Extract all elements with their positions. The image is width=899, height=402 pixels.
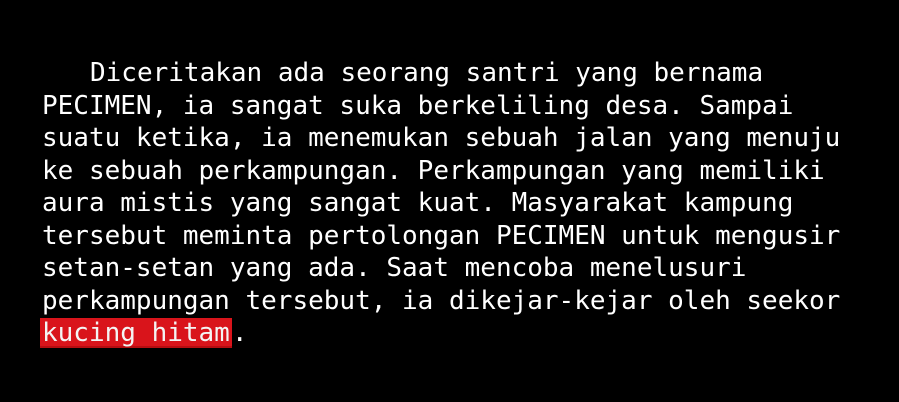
highlighted-phrase: kucing hitam [42,318,230,348]
story-dialogue [42,57,872,350]
story-line-8 [42,285,872,318]
story-text: perkampungan tersebut, ia dikejar-kejar oleh seekor [42,285,841,316]
story-line-5 [42,187,872,220]
story-text: Diceritakan ada seorang santri yang bernama [90,58,764,88]
story-line-6 [42,220,872,253]
story-line-9 [42,317,872,350]
story-text: PECIMEN, ia sangat suka berkeliling desa. Sampai [42,90,794,121]
sentence-end: . [231,318,248,348]
story-text: ke sebuah perkampungan. Perkampungan yang memiliki [42,155,825,186]
story-text: aura mistis yang sangat kuat. Masyarakat kampung [42,188,794,218]
story-text: setan-setan yang ada. Saat mencoba menelusuri [42,253,747,283]
story-line-7 [42,252,872,285]
story-text: suatu ketika, ia menemukan sebuah jalan yang menuju [42,123,841,153]
story-line-4 [42,155,872,188]
story-line-3 [42,122,872,155]
story-line-2 [42,90,872,123]
story-line-1 [42,57,872,90]
story-text: tersebut meminta pertolongan PECIMEN untuk mengusir [42,220,841,251]
